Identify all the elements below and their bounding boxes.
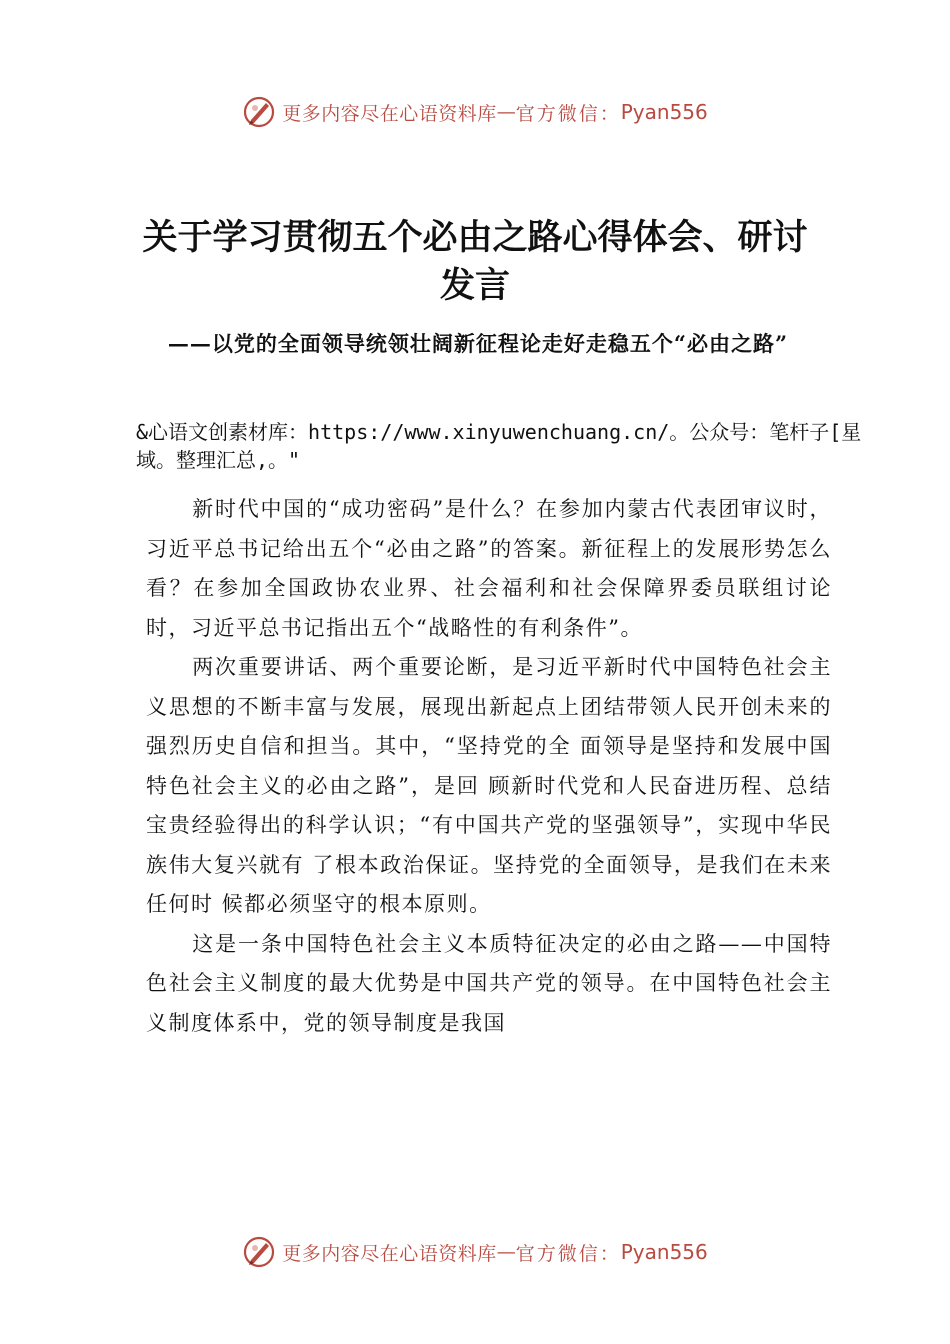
header-separator: —: [496, 101, 516, 123]
source-note: &心语文创素材库：https://www.xinyuwenchuang.cn/。公众号：笔杆子[星域。整理汇总,。": [136, 420, 862, 472]
document-subtitle: ——以党的全面领导统领壮阔新征程论走好走稳五个“必由之路”: [167, 331, 789, 356]
paragraph-1: 新时代中国的“成功密码”是什么？在参加内蒙古代表团审议时，习近平总书记给出五个“必由之路”的答案。新征程上的发展形势怎么看？在参加全国政协农业界、社会福利和社会保障界委员联组讨论时，习近平总书记指出五个“战略性的有利条件”。: [146, 497, 832, 640]
footer-wechat-id: Pyan556: [620, 1240, 708, 1264]
paragraph-2: 两次重要讲话、两个重要论断，是习近平新时代中国特色社会主义思想的不断丰富与发展，展现出新起点上团结带领人民开创未来的强烈历史自信和担当。其中，“坚持党的全 面领导是坚持和发展中国特色社会主义的必由之路”，是回 顾新时代党和人民奋进历程、总结宝贵经验得出的科学认识；“有中国共产党的坚强领导”，实现中华民族伟大复兴就有 了根本政治保证。坚持党的全面领导，是我们在未来任何时 候都必须坚守的根本原则。: [146, 655, 832, 916]
header-wechat-id: Pyan556: [620, 100, 708, 124]
header-banner: [0, 92, 950, 132]
document-title: 关于学习贯彻五个必由之路心得体会、研讨发言: [142, 218, 808, 306]
paragraph-3: 这是一条中国特色社会主义本质特征决定的必由之路——中国特色社会主义制度的最大优势是中国共产党的领导。在中国特色社会主义制度体系中，党的领导制度是我国: [146, 931, 832, 1035]
footer-text: 更多内容尽在心语资料库: [282, 1242, 497, 1265]
header-label: 官方微信：: [515, 102, 621, 125]
document-body: [146, 490, 832, 1043]
footer-banner: [0, 1232, 950, 1272]
pen-circle-logo-icon: [242, 95, 276, 129]
footer-label: 官方微信：: [515, 1242, 621, 1265]
footer-separator: —: [496, 1241, 516, 1263]
pen-circle-logo-icon: [242, 1235, 276, 1269]
header-text: 更多内容尽在心语资料库: [282, 102, 497, 125]
